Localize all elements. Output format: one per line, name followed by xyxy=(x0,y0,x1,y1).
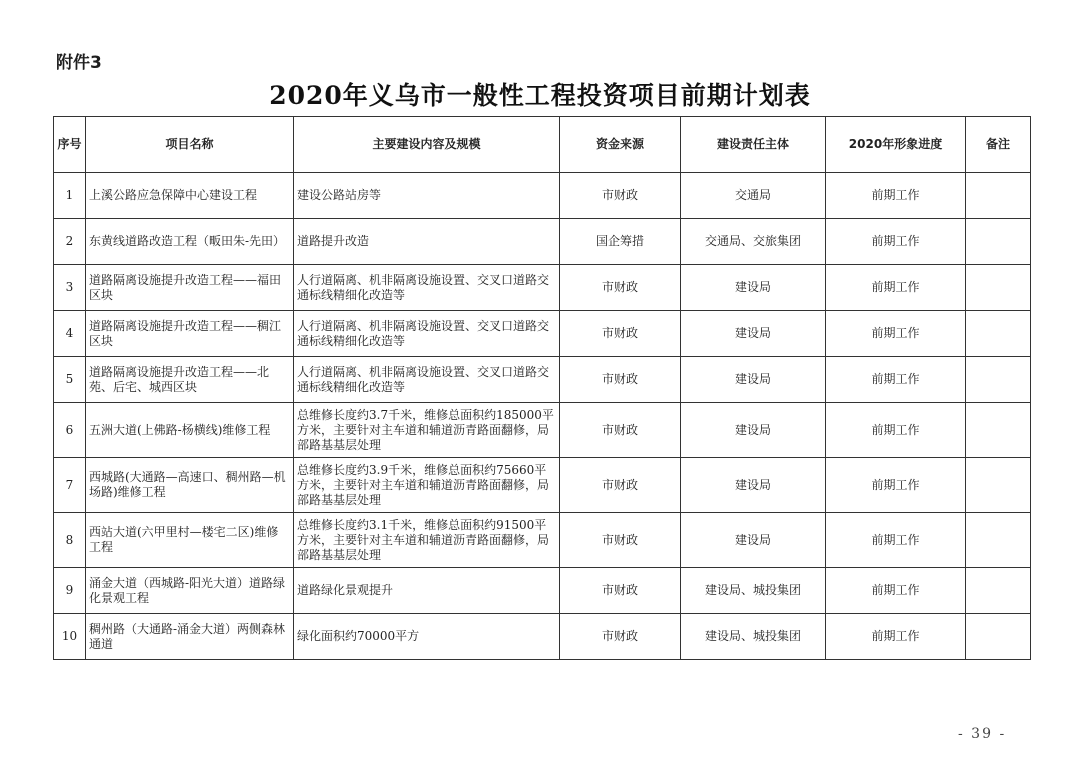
column-header-progress: 2020年形象进度 xyxy=(826,117,966,173)
table-row xyxy=(54,311,1031,357)
cell-fund: 市财政 xyxy=(560,173,681,219)
cell-content: 总维修长度约3.7千米，维修总面积约185000平方米，主要针对主车道和辅道沥青路面翻修，局部路基基层处理 xyxy=(294,403,560,458)
table-row xyxy=(54,614,1031,660)
cell-no: 4 xyxy=(54,311,86,357)
cell-name: 稠州路（大通路-涌金大道）两侧森林通道 xyxy=(86,614,294,660)
cell-content: 人行道隔离、机非隔离设施设置、交叉口道路交通标线精细化改造等 xyxy=(294,311,560,357)
column-header-fund: 资金来源 xyxy=(560,117,681,173)
cell-owner: 建设局 xyxy=(681,403,826,458)
table-row xyxy=(54,458,1031,513)
cell-progress: 前期工作 xyxy=(826,311,966,357)
cell-fund: 市财政 xyxy=(560,568,681,614)
cell-name: 道路隔离设施提升改造工程——北苑、后宅、城西区块 xyxy=(86,357,294,403)
cell-progress: 前期工作 xyxy=(826,219,966,265)
cell-owner: 建设局 xyxy=(681,458,826,513)
cell-owner: 建设局 xyxy=(681,357,826,403)
cell-progress: 前期工作 xyxy=(826,513,966,568)
cell-progress: 前期工作 xyxy=(826,173,966,219)
table-row xyxy=(54,513,1031,568)
cell-progress: 前期工作 xyxy=(826,357,966,403)
cell-name: 西站大道(六甲里村—楼宅二区)维修工程 xyxy=(86,513,294,568)
column-header-name: 项目名称 xyxy=(86,117,294,173)
table-row xyxy=(54,173,1031,219)
cell-no: 10 xyxy=(54,614,86,660)
cell-note xyxy=(966,219,1031,265)
column-header-content: 主要建设内容及规模 xyxy=(294,117,560,173)
table-row xyxy=(54,357,1031,403)
cell-owner: 建设局 xyxy=(681,513,826,568)
page-title: 2020年义乌市一般性工程投资项目前期计划表 xyxy=(269,81,811,110)
cell-fund: 市财政 xyxy=(560,614,681,660)
column-header-no: 序号 xyxy=(54,117,86,173)
table-row xyxy=(54,265,1031,311)
cell-content: 人行道隔离、机非隔离设施设置、交叉口道路交通标线精细化改造等 xyxy=(294,265,560,311)
cell-content: 建设公路站房等 xyxy=(294,173,560,219)
cell-name: 五洲大道(上佛路-杨横线)维修工程 xyxy=(86,403,294,458)
cell-progress: 前期工作 xyxy=(826,265,966,311)
cell-no: 6 xyxy=(54,403,86,458)
cell-note xyxy=(966,311,1031,357)
cell-content: 人行道隔离、机非隔离设施设置、交叉口道路交通标线精细化改造等 xyxy=(294,357,560,403)
cell-no: 8 xyxy=(54,513,86,568)
cell-name: 道路隔离设施提升改造工程——福田区块 xyxy=(86,265,294,311)
cell-note xyxy=(966,513,1031,568)
cell-content: 道路绿化景观提升 xyxy=(294,568,560,614)
cell-progress: 前期工作 xyxy=(826,614,966,660)
cell-fund: 市财政 xyxy=(560,265,681,311)
cell-no: 7 xyxy=(54,458,86,513)
page-number: - 39 - xyxy=(958,726,1007,742)
cell-name: 东黄线道路改造工程（畈田朱-先田） xyxy=(86,219,294,265)
cell-progress: 前期工作 xyxy=(826,403,966,458)
cell-owner: 交通局、交旅集团 xyxy=(681,219,826,265)
column-header-owner: 建设责任主体 xyxy=(681,117,826,173)
cell-note xyxy=(966,173,1031,219)
cell-note xyxy=(966,265,1031,311)
cell-name: 涌金大道（西城路-阳光大道）道路绿化景观工程 xyxy=(86,568,294,614)
cell-note xyxy=(966,357,1031,403)
cell-owner: 建设局 xyxy=(681,311,826,357)
cell-note xyxy=(966,568,1031,614)
table-header-row xyxy=(54,117,1031,173)
cell-name: 西城路(大通路—高速口、稠州路—机场路)维修工程 xyxy=(86,458,294,513)
cell-note xyxy=(966,458,1031,513)
cell-no: 3 xyxy=(54,265,86,311)
cell-owner: 建设局、城投集团 xyxy=(681,568,826,614)
table-row xyxy=(54,568,1031,614)
table-row xyxy=(54,219,1031,265)
cell-content: 总维修长度约3.1千米，维修总面积约91500平方米，主要针对主车道和辅道沥青路面翻修，局部路基基层处理 xyxy=(294,513,560,568)
cell-name: 道路隔离设施提升改造工程——稠江区块 xyxy=(86,311,294,357)
attachment-label: 附件3 xyxy=(56,53,102,73)
cell-owner: 建设局 xyxy=(681,265,826,311)
cell-fund: 市财政 xyxy=(560,458,681,513)
cell-content: 道路提升改造 xyxy=(294,219,560,265)
cell-owner: 建设局、城投集团 xyxy=(681,614,826,660)
table-row xyxy=(54,403,1031,458)
cell-no: 2 xyxy=(54,219,86,265)
project-table xyxy=(53,116,1031,660)
cell-content: 绿化面积约70000平方 xyxy=(294,614,560,660)
cell-progress: 前期工作 xyxy=(826,568,966,614)
cell-fund: 市财政 xyxy=(560,357,681,403)
cell-content: 总维修长度约3.9千米，维修总面积约75660平方米，主要针对主车道和辅道沥青路面翻修，局部路基基层处理 xyxy=(294,458,560,513)
column-header-note: 备注 xyxy=(966,117,1031,173)
cell-fund: 市财政 xyxy=(560,311,681,357)
cell-no: 9 xyxy=(54,568,86,614)
cell-name: 上溪公路应急保障中心建设工程 xyxy=(86,173,294,219)
cell-fund: 市财政 xyxy=(560,403,681,458)
cell-progress: 前期工作 xyxy=(826,458,966,513)
cell-owner: 交通局 xyxy=(681,173,826,219)
cell-no: 1 xyxy=(54,173,86,219)
cell-fund: 国企筹措 xyxy=(560,219,681,265)
cell-no: 5 xyxy=(54,357,86,403)
cell-note xyxy=(966,403,1031,458)
cell-fund: 市财政 xyxy=(560,513,681,568)
cell-note xyxy=(966,614,1031,660)
